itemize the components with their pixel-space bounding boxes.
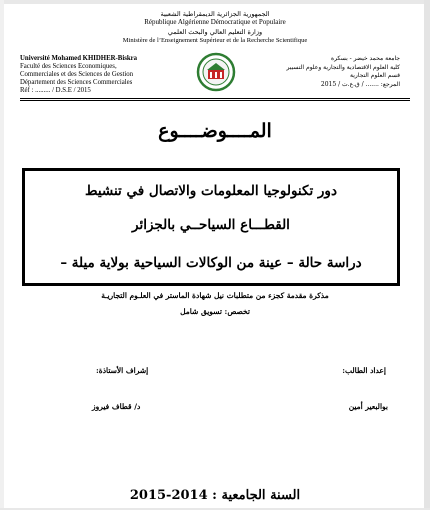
department-name-fr: Département des Sciences Commerciales	[20, 79, 133, 86]
reference-ar: المرجع: ....... / ق.ع.ت / 2015	[320, 80, 400, 88]
header-ministry-ar: وزارة التعليم العالي والبحث العلمي	[167, 28, 263, 36]
page-border-right	[424, 0, 430, 510]
faculty-name-fr: Faculté des Sciences Economiques,	[20, 63, 117, 70]
reference-fr: Réf : ......... / D.S.E / 2015	[20, 87, 91, 94]
header-republic-fr: République Algérienne Démocratique et Populaire	[144, 18, 286, 26]
department-name-ar: قسم العلوم التجارية	[349, 72, 400, 79]
thesis-title-box	[22, 168, 400, 286]
header-divider-double	[20, 100, 410, 101]
thesis-title-line-3: دراسة حالة – عينة من الوكالات السياحية بولاية ميلة –	[60, 255, 362, 271]
header-divider	[20, 98, 410, 99]
supervisor-label: إشراف الأستاذة:	[96, 366, 149, 375]
university-logo-icon	[196, 52, 236, 92]
faculty-name-fr-cont: Commerciales et des Sciences de Gestion	[20, 71, 134, 78]
student-label: إعداد الطالب:	[342, 366, 386, 375]
header-republic-ar: الجمهورية الجزائرية الديمقراطية الشعبية	[160, 10, 270, 18]
thesis-title-line-1: دور تكنولوجيا المعلومات والاتصال في تنشيط	[85, 183, 337, 199]
university-name-fr: Université Mohamed KHIDHER-Biskra	[20, 55, 138, 62]
thesis-title-line-2: القطـــاع السياحــي بالجزائر	[132, 217, 290, 233]
university-info-ar	[250, 55, 400, 89]
university-info-fr	[20, 55, 195, 95]
supervisor-name: د/ قطاف فيروز	[92, 402, 141, 411]
page-border-top	[0, 0, 430, 4]
subject-heading: المــــوضــــوع	[158, 120, 272, 142]
academic-year: السنة الجامعية : 2014-2015	[129, 488, 301, 503]
university-name-ar: جامعة محمد خيضر - بسكرة	[330, 55, 400, 62]
faculty-name-ar: كلية العلوم الاقتصادية والتجارية وعلوم التسيير	[286, 63, 400, 71]
specialization: تخصص: تسويق شامل	[180, 307, 250, 316]
page-border-left	[0, 0, 4, 510]
header-ministry-fr: Ministère de l’Enseignement Supérieur et de la Recherche Scientifique	[122, 37, 308, 44]
memo-note: مذكرة مقدمة كجزء من متطلبات نيل شهادة الماستر في العلـوم التجاريـة	[101, 291, 329, 300]
student-name: بوالبعير أمين	[348, 402, 388, 411]
